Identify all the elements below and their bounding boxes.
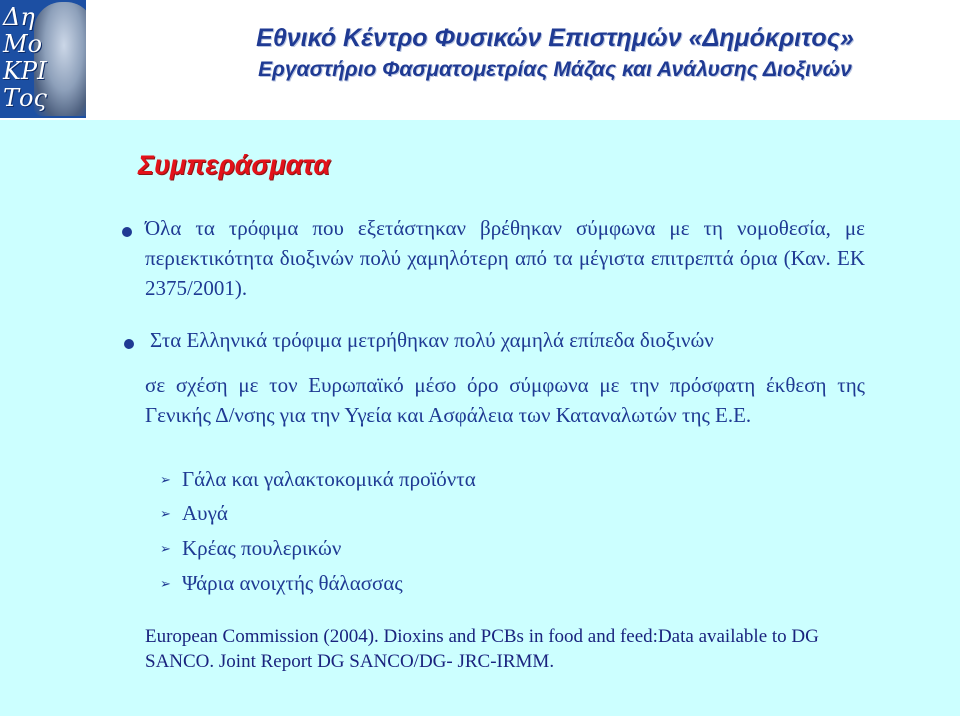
arrow-bullet-icon: ➢ [160,473,171,488]
bullet-dot [124,339,134,349]
conclusion-paragraph-1: Όλα τα τρόφιμα που εξετάστηκαν βρέθηκαν σύμφωνα με τη νομοθεσία, με περιεκτικότητα διοξινών πολύ χαμηλότερη από τα μέγιστα επιτρεπτά όρια (Καν. ΕΚ 2375/2001). [145,216,865,300]
slide-header [0,0,960,120]
sub-item [160,500,228,528]
logo-lettering [3,4,53,112]
sub-item [160,535,341,563]
laboratory-title: Εργαστήριο Φασματομετρίας Μάζας και Ανάλυσης Διοξινών [258,58,852,81]
arrow-bullet-icon: ➢ [160,577,171,592]
logo-letters-1: Δη [3,3,35,31]
demokritos-logo [0,0,86,118]
arrow-bullet-icon: ➢ [160,507,171,522]
arrow-bullet-icon: ➢ [160,542,171,557]
sub-item-label: Γάλα και γαλακτοκομικά προϊόντα [182,467,476,491]
sub-item-label: Κρέας πουλερικών [182,536,342,560]
logo-letters-2: Μο [3,30,43,58]
section-heading: Συμπεράσματα [138,150,331,180]
source-reference: European Commission (2004). Dioxins and PCBs in food and feed:Data available to DG SANCO. Joint Report DG SANCO/DG- JRC-IRMM. [145,626,819,672]
sub-item [160,466,476,494]
conclusion-paragraph-2-body: σε σχέση με τον Ευρωπαϊκό μέσο όρο σύμφωνα με την πρόσφατη έκθεση της Γενικής Δ/νσης για την Υγεία και Ασφάλεια των Καταναλωτών της Ε.Ε. [145,373,865,427]
sub-item-label: Αυγά [182,501,228,525]
bullet-dot [122,227,132,237]
sub-item [160,570,403,598]
logo-letters-3: ΚΡΙ [3,57,47,85]
institute-title: Εθνικό Κέντρο Φυσικών Επιστημών «Δημόκριτος» [256,24,854,52]
sub-item-label: Ψάρια ανοιχτής θάλασσας [182,571,403,595]
conclusion-paragraph-2-lead: Στα Ελληνικά τρόφιμα μετρήθηκαν πολύ χαμηλά επίπεδα διοξινών [150,328,714,352]
logo-letters-4: Τος [3,84,47,112]
